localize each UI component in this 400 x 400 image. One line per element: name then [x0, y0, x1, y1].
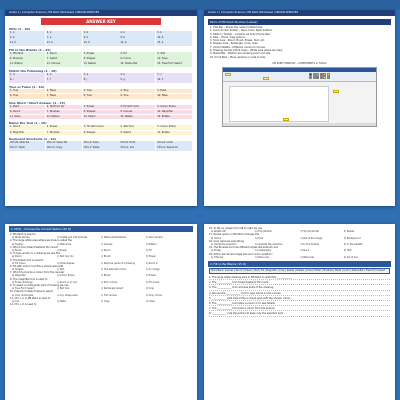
answer-cell: 14. b — [119, 41, 155, 46]
answer-cell: 8. b — [83, 36, 119, 41]
option-item: b) Any shape area — [56, 293, 78, 297]
question-text: 12. Ctrl + X is used to — [10, 303, 37, 307]
answer-cell: 11. Ribbon — [9, 62, 45, 67]
label-callout — [225, 73, 231, 76]
answer-cell: 11. b — [9, 41, 45, 46]
answer-row — [9, 125, 193, 130]
option-item: c) Full canvas — [101, 293, 117, 297]
answer-cell: 3. Eraser — [83, 52, 119, 57]
option-item: a) Cut — [12, 299, 19, 303]
option-item: b) Calligraphy — [255, 249, 272, 253]
option-item: b) Zoom in or out — [56, 280, 77, 284]
option-item: b) Colour Picker — [56, 274, 75, 278]
option-item: c) Brush — [101, 274, 111, 278]
option-item: a) Brush — [12, 248, 22, 252]
answer-row — [9, 57, 193, 62]
parts-title: Parts of MS Paint Window (Labels) — [208, 19, 391, 25]
sheet-header: Grade 1 | Computer Science | MS Paint Worksheet | ORIGIN SERVICES — [204, 10, 395, 16]
answer-cell: 10. Save — [156, 57, 192, 62]
answer-cell: 5. False — [156, 89, 192, 94]
option-item: d) Send emails — [145, 236, 163, 240]
option-item: d) Scroll bar — [343, 255, 358, 259]
answer-cell: Ctrl+S: Save — [83, 141, 119, 146]
option-item: d) Ribbon — [145, 242, 157, 246]
section-title: Name the Tool (1 - 10) — [9, 121, 47, 126]
answer-cell: 2. Pencil — [46, 52, 82, 57]
option-item: c) Brush — [101, 255, 111, 259]
mcq-sheet — [5, 224, 197, 400]
answer-cell: 6. Brushes — [9, 57, 45, 62]
answer-cell: 3. b — [83, 31, 119, 36]
answer-cell: 1. d — [9, 73, 45, 78]
question-text: 8. The magnifier tool is used to — [10, 277, 48, 281]
answer-section — [9, 121, 193, 135]
blank-sentence: 4. We use the ____________ tool to type words on the canvas. — [209, 291, 390, 296]
answer-row — [9, 110, 193, 115]
answer-cell: 2. Text tool (A) — [46, 105, 82, 110]
answer-cell: Ctrl+P: Print — [119, 141, 155, 146]
question-text: 18. Crop removes everything — [209, 239, 244, 243]
option-item: b) Text tool (A) — [56, 255, 74, 259]
option-row — [12, 300, 190, 303]
option-item: d) Close — [145, 299, 155, 303]
answer-cell: 12. Canvas — [46, 62, 82, 67]
answer-cell: 6. Magnifier — [9, 131, 45, 136]
question-text: 17. Resize option in MS Paint changes the — [209, 233, 259, 237]
fill-blank-list — [204, 275, 395, 317]
answer-cell: 13. b — [83, 41, 119, 46]
option-item: c) Remove parts of a drawing — [101, 261, 135, 265]
answer-cell: 15. b — [156, 41, 192, 46]
option-item: a) Erase drawings — [12, 280, 33, 284]
answer-section — [9, 27, 193, 46]
option-item: c) Pencil — [299, 249, 310, 253]
question-text: 16. To flip an image from left to right we use — [209, 227, 263, 230]
answer-cell: Ctrl+V: Paste — [83, 146, 119, 151]
answer-cell: Ctrl+Z: Undo — [156, 141, 192, 146]
answer-cell: Ctrl+A: Select All — [156, 146, 192, 151]
part-item: 3. Ribbon / Toolbar – Contains all tools (Home tab). — [210, 32, 271, 36]
option-item: d) An image — [145, 268, 160, 272]
question-text: 5. The Eraser tool is used to — [10, 258, 44, 262]
parts-list — [204, 26, 395, 59]
option-item: a) Pencil — [12, 255, 22, 259]
answer-section — [9, 69, 193, 83]
answer-cell: 14. Status Bar — [119, 62, 155, 67]
answer-cell: 7. Select — [46, 57, 82, 62]
answer-section — [9, 48, 193, 67]
option-item: d) Eraser — [145, 255, 156, 259]
option-item: d) Resize — [343, 230, 355, 234]
label-callout — [283, 118, 289, 121]
title-tabs-bar — [223, 68, 376, 72]
question-text: 9. To select a rectangular part of drawing we use — [10, 284, 69, 287]
answer-cell: 9. b — [119, 36, 155, 41]
question-text: 11. Ctrl + C in MS Paint is used to — [10, 296, 51, 300]
answer-cell: 1. True — [9, 89, 45, 94]
option-item: b) Paste — [56, 299, 66, 303]
sheet-header: Grade 1 | Computer Science | MS Paint Worksheet | ORIGIN SERVICES — [5, 10, 197, 16]
part-item: 2. Quick Access Toolbar – Save, Undo, Redo buttons. — [210, 29, 273, 33]
drawing-canvas — [229, 86, 329, 122]
answer-cell: 1. Paint — [9, 105, 45, 110]
option-item: b) Menu bar — [255, 255, 270, 259]
answer-cell: 10. False — [156, 94, 192, 99]
section-title: Fill in the Blanks (1 - 15) — [9, 47, 51, 52]
answer-cell: 8. Shapes — [83, 110, 119, 115]
answer-row — [9, 31, 193, 36]
option-item: d) Fill — [145, 248, 152, 252]
option-item: c) Canvas — [101, 242, 113, 246]
blank-sentence: 2. The ____________ tool draws freehand thin lines. — [209, 280, 390, 285]
answer-cell: 8. True — [83, 94, 119, 99]
option-item: c) Flip Horizontal — [299, 230, 319, 234]
answer-section — [9, 137, 193, 151]
answer-cell: Ctrl+N: New file — [9, 141, 45, 146]
answer-cell: 15. Rotate — [156, 115, 192, 120]
answer-cell: 1. Pencil — [9, 125, 45, 130]
answer-cell: 7. Brushes — [46, 131, 82, 136]
answer-cell: 4. b — [119, 73, 155, 78]
blank-sentence: 1. The large white drawing area in MS Paint is called the ____________. — [209, 275, 390, 280]
word-bank: Word Bank: Canvas | Pencil | Eraser | Text | Fill | Magnifier | Crop | Resize | Rotate | Colour Picker | Brushes | Paste | Undo | Status Bar | Free-Form Select — [209, 268, 390, 274]
answer-row — [9, 89, 193, 94]
question-text: 3. Which tool draws freehand thin lines? — [10, 245, 59, 249]
answer-row — [9, 73, 193, 78]
blank-sentence: 3. The ____________ tool removes parts of the drawing. — [209, 285, 390, 290]
option-item: a) Eraser — [211, 249, 222, 253]
question-text: 19. The Brushes tool has different styles like airbrush and — [209, 246, 279, 250]
answer-cell: 10. h — [156, 78, 192, 83]
answer-key-sheet — [5, 10, 197, 206]
option-row — [211, 256, 388, 259]
answer-cell: 13. Resize — [83, 62, 119, 67]
question-text: 10. Free-Form Select helps to select — [10, 290, 53, 294]
palette-swatch — [327, 76, 330, 79]
answer-cell: 6. True — [9, 94, 45, 99]
blank-sentence: 7. The ____________ tool picks a colour from the picture. — [209, 306, 390, 311]
answer-cell: 6. Pencil — [9, 110, 45, 115]
answer-row — [9, 78, 193, 83]
section-title: True or False (1 - 10) — [9, 84, 45, 89]
question-text: 2. The large white area where we draw is called the — [10, 239, 72, 243]
section-title: MCQ (1 - 20) — [9, 27, 31, 31]
part-item: 1. Title Bar – Shows the name (Untitled) bar. — [210, 26, 263, 29]
blank-sentence: 8. ____________ cuts the picture to keep only the selected part. — [209, 311, 390, 316]
option-item: b) Eraser — [56, 248, 67, 252]
question-text: 1. MS Paint is used to — [10, 233, 36, 236]
option-item: a) Fill colour — [12, 261, 26, 265]
question-text: 4. To type words on a drawing we use the — [10, 252, 60, 256]
answer-section — [9, 101, 193, 120]
answer-cell: Ctrl+Y: Redo — [9, 146, 45, 151]
option-item: c) Copy — [101, 299, 110, 303]
answer-cell: 9. Colors — [119, 57, 155, 62]
mcq-section-title: 1. MCQ – Choose the Correct Option (20 Q) — [9, 226, 193, 232]
paint-window-diagram — [222, 67, 377, 127]
label-callout — [263, 77, 269, 80]
answer-cell: 4. Fill with Color — [119, 105, 155, 110]
option-item: d) Text — [343, 249, 352, 253]
answer-cell: 8. j — [83, 78, 119, 83]
option-item: d) Eraser — [145, 274, 156, 278]
question-text: 6. Fill with Colour tool fills a closed area with — [10, 264, 64, 268]
answer-row — [9, 105, 193, 110]
answer-cell: 10. Magnifier — [156, 110, 192, 115]
answer-row — [9, 62, 193, 67]
part-item: 4. Tabs – Home, View options. — [210, 35, 246, 39]
answer-cell: Ctrl+C: Copy — [46, 146, 82, 151]
answer-cell: 5. Colour Picker — [156, 105, 192, 110]
option-item: c) Pencil — [101, 248, 111, 252]
question-text: 7. Which tool picks a colour from the canvas? — [10, 271, 65, 275]
status-bar — [223, 123, 376, 126]
option-item: b) Create and edit pictures — [56, 236, 88, 240]
option-item: d) Crop — [145, 287, 154, 291]
option-item: c) Status bar — [299, 255, 315, 259]
option-item: c) On the toolbar — [299, 242, 320, 246]
part-item: 10. Scroll Bars – Move up/down or side to side. — [210, 55, 266, 59]
answer-cell: 3. Eraser — [83, 105, 119, 110]
answer-row — [9, 131, 193, 136]
option-item: b) Font — [255, 236, 264, 240]
option-item: c) Pick colours — [101, 280, 118, 284]
answer-cell: 8. Shapes — [83, 131, 119, 136]
option-item: a) Free-Form Select — [12, 287, 35, 291]
option-item: b) Text — [56, 268, 65, 272]
option-item: a) Inside the selection — [211, 242, 237, 246]
part-item: 9. Status Bar – Bottom bar showing zoom and size. — [210, 52, 272, 56]
option-item: a) Magnifier — [12, 274, 26, 278]
answer-cell: Ctrl+X: Cut — [119, 146, 155, 151]
answer-cell: 7. a — [46, 36, 82, 41]
option-item: d) Zoom in — [145, 261, 159, 265]
answer-cell: 2. a — [46, 73, 82, 78]
answer-cell: 4. b — [119, 31, 155, 36]
option-item: d) Fill colour — [145, 280, 160, 284]
answer-cell: Ctrl+O: Open file — [46, 141, 82, 146]
option-item: a) Title bar — [211, 255, 224, 259]
fill-blanks-title: 2. Fill in the Blanks (15 Q) — [208, 261, 391, 267]
answer-cell: 10. b — [156, 36, 192, 41]
option-item: a) Shapes — [12, 268, 24, 272]
answer-cell: 12. b — [46, 41, 82, 46]
answer-row — [9, 94, 193, 99]
answer-cell: 5. c — [156, 73, 192, 78]
mcq-question-list — [5, 233, 197, 306]
section-title: Match the Following (1 - 10) — [9, 68, 57, 73]
part-item: 7. Colour Palette – Different colours to choose. — [210, 45, 266, 49]
option-item: c) Rectangle Select — [101, 287, 124, 291]
option-item: b) Text tool — [56, 287, 70, 291]
answer-cell: 3. e — [83, 73, 119, 78]
answer-cell: 9. Select — [119, 131, 155, 136]
answer-cell: 5. Text — [156, 52, 192, 57]
answer-cell: 4. Text Tool — [119, 125, 155, 130]
part-item: 8. Drawing Canvas (Work Area) – White area where we draw. — [210, 49, 283, 53]
option-item: b) Flip Vertical — [255, 230, 272, 234]
answer-cell: 2. Eraser — [46, 125, 82, 130]
question-text: 20. Which bar shows image size and cursor position? — [209, 252, 273, 256]
option-item: a) Colour — [211, 236, 222, 240]
answer-cell: 5. Colour Picker — [156, 125, 192, 130]
answer-cell: 2. b — [46, 31, 82, 36]
option-item: d) Background — [343, 236, 361, 240]
answer-cell: 15. Free-Form Select — [156, 62, 192, 67]
option-item: c) The selected colour — [101, 268, 127, 272]
option-item: d) Only circles — [145, 293, 162, 297]
answer-cell: 7. f — [46, 78, 82, 83]
parts-of-paint-sheet — [204, 10, 395, 206]
answer-row — [9, 41, 193, 46]
answer-cell: 5. b — [156, 31, 192, 36]
option-item: a) Write stories — [12, 236, 30, 240]
answer-cell: 1. MS Paint — [9, 52, 45, 57]
answer-cell: 4. Fill — [119, 52, 155, 57]
answer-cell: 7. False — [46, 94, 82, 99]
answer-cell: 9. Canvas — [119, 110, 155, 115]
answer-sections — [5, 27, 197, 151]
blank-sentence: 5. ____________ with Colour fills a closed area with the chosen colour. — [209, 296, 390, 301]
answer-row — [9, 146, 193, 151]
mcq-question-list-continued — [204, 227, 395, 259]
answer-cell: 1. b — [9, 31, 45, 36]
answer-cell: 11. Save — [9, 115, 45, 120]
answer-cell: 12. Ribbon — [46, 115, 82, 120]
option-item: a) Rotate 90° — [211, 230, 227, 234]
answer-cell: 10. Rotate — [156, 131, 192, 136]
diagram-title: MS PAINT WINDOW – COMPONENTS & TOOLS — [272, 61, 327, 65]
background-top-band — [0, 0, 400, 10]
option-item: b) Status bar — [56, 242, 72, 246]
option-item: b) Draw shapes — [56, 261, 75, 265]
answer-cell: 2. False — [46, 89, 82, 94]
label-callout — [333, 90, 339, 93]
answer-row — [9, 36, 193, 41]
option-item: b) Outside the selection — [255, 242, 283, 246]
option-item: c) Make spreadsheets — [101, 236, 127, 240]
answer-cell: 8. Shapes — [83, 57, 119, 62]
answer-cell: 9. g — [119, 78, 155, 83]
answer-row — [9, 52, 193, 57]
fill-blanks-sheet — [204, 224, 395, 400]
answer-cell: 13. Select — [83, 115, 119, 120]
answer-row — [9, 141, 193, 146]
answer-cell: 9. True — [119, 94, 155, 99]
answer-cell: 14. Resize — [119, 115, 155, 120]
blank-sentence: 6. The ____________ tool helps us zoom in to see details. — [209, 301, 390, 306]
answer-section — [9, 85, 193, 99]
answer-cell: 4. True — [119, 89, 155, 94]
part-item: 6. Shapes Area – Rectangle, circle, lines. — [210, 42, 259, 46]
answer-row — [9, 115, 193, 120]
answer-cell: 3. True — [83, 89, 119, 94]
option-item: a) Toolbar — [12, 242, 24, 246]
section-title: Keyboard Shortcuts (1 - 10) — [9, 137, 56, 142]
answer-cell: 7. Brushes — [46, 110, 82, 115]
option-item: d) In the palette — [343, 242, 363, 246]
answer-cell: 3. Fill with Colour — [83, 125, 119, 130]
section-title: One Word / Short Answer (1 - 15) — [9, 100, 66, 105]
answer-key-banner: ANSWER KEY — [41, 18, 161, 25]
option-item: c) Size of the image — [299, 236, 323, 240]
part-item: 5. Tools Area – Pencil, Brush, Eraser, Text, etc. — [210, 39, 265, 43]
answer-cell: 6. i — [9, 78, 45, 83]
answer-cell: 6. b — [9, 36, 45, 41]
option-item: a) Only rectangles — [12, 293, 34, 297]
